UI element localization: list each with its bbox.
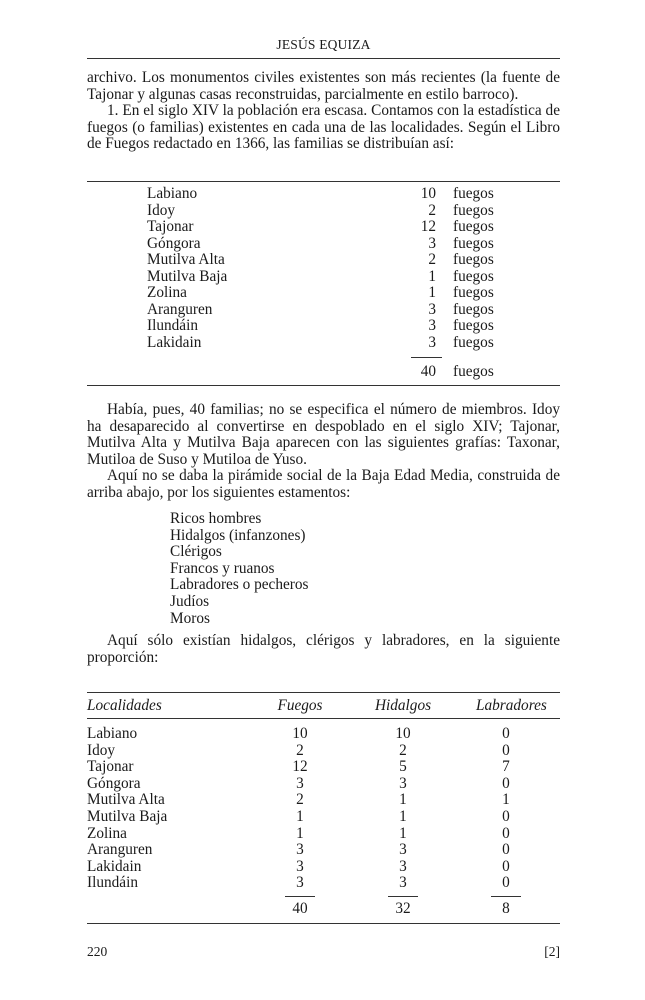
table1-top-rule <box>87 181 560 182</box>
sum-line-hidalgos <box>388 896 418 897</box>
sum-line-labradores <box>491 896 521 897</box>
estamentos-list <box>170 511 308 627</box>
list-item: Francos y ruanos <box>170 559 275 577</box>
fuegos-table-1366 <box>147 185 507 380</box>
list-item: Hidalgos (infanzones) <box>170 526 306 544</box>
table-row: Ilundáin 3 fuegos <box>147 317 494 334</box>
table-row: Aranguren 3 fuegos <box>147 300 494 318</box>
table-header <box>87 697 560 715</box>
paragraph-2: 1. En el siglo XIV la población era escasa. Contamos con la estadística de fuegos (o familias) existentes en cada una de las localidades. Según el Libro de Fuegos redactado en 1366, las familias se distribuían así: <box>87 102 560 153</box>
sum-line-fuegos <box>285 896 315 897</box>
table1-bottom-rule <box>87 385 560 386</box>
total-row: 40 fuegos <box>420 363 494 380</box>
header-localidades: Localidades <box>87 697 162 714</box>
page-number: 220 <box>87 944 108 959</box>
paragraph-1-line-1: archivo. Los monumentos civiles existentes son más recientes (la fuente de <box>87 69 560 86</box>
list-item: Judíos <box>170 592 210 610</box>
list-item: Labradores o pecheros <box>170 576 309 594</box>
table2-header-rule <box>87 718 560 719</box>
table-row: Mutilva Baja 1 fuegos <box>147 267 494 285</box>
table-row: Labiano 10 fuegos <box>147 185 494 202</box>
table-row: Mutilva Baja 1 1 0 <box>87 808 510 825</box>
header-rule <box>87 58 560 59</box>
totals-row: 40 32 8 <box>292 900 510 917</box>
table2-bottom-rule <box>87 923 560 924</box>
table-row: Idoy 2 fuegos <box>147 201 494 219</box>
table-row: Tajonar 12 fuegos <box>147 218 494 235</box>
table-row: Mutilva Alta 2 fuegos <box>147 251 494 268</box>
paragraph-3: Había, pues, 40 familias; no se especifica el número de miembros. Idoy ha desaparecido al convertirse en despoblado en el siglo XIV; Tajonar, Mutilva Alta y Mutilva Baja aparecen con las siguientes grafías: Taxonar, Mutiloa de Suso y Mutiloa de Yuso. <box>87 401 560 468</box>
table-row: Mutilva Alta 2 1 1 <box>87 791 510 809</box>
table-row: Tajonar 12 5 7 <box>87 758 510 776</box>
list-item: Clérigos <box>170 543 222 561</box>
list-item: Ricos hombres <box>170 510 262 527</box>
table-row: Zolina 1 fuegos <box>147 284 494 301</box>
running-head: JESÚS EQUIZA <box>276 37 371 52</box>
sum-line <box>411 357 442 358</box>
header-hidalgos: Hidalgos <box>374 697 432 714</box>
paragraph-1-line-2: Tajonar y algunas casas reconstruidas, parcialmente en estilo barroco). <box>87 85 519 103</box>
table-row: Labiano 10 10 0 <box>87 725 510 742</box>
table-row: Zolina 1 1 0 <box>87 824 510 842</box>
table-row: Aranguren 3 3 0 <box>87 841 510 859</box>
table-row: Góngora 3 3 0 <box>87 774 510 792</box>
header-fuegos: Fuegos <box>277 697 323 714</box>
table-row: Lakidain 3 3 0 <box>87 857 510 875</box>
list-item: Moros <box>170 609 210 627</box>
table2-top-rule <box>87 692 560 693</box>
header-labradores: Labradores <box>476 697 547 714</box>
table-row: Lakidain 3 fuegos <box>147 333 494 351</box>
table-row: Ilundáin 3 3 0 <box>87 874 510 892</box>
page-reference: [2] <box>544 944 560 959</box>
paragraph-4: Aquí no se daba la pirámide social de la Baja Edad Media, construida de arriba abajo, por los siguientes estamentos: <box>87 467 560 501</box>
table-row: Góngora 3 fuegos <box>147 234 494 252</box>
table-row: Idoy 2 2 0 <box>87 741 510 759</box>
paragraph-5: Aquí sólo existían hidalgos, clérigos y labradores, en la siguiente proporción: <box>87 632 560 666</box>
